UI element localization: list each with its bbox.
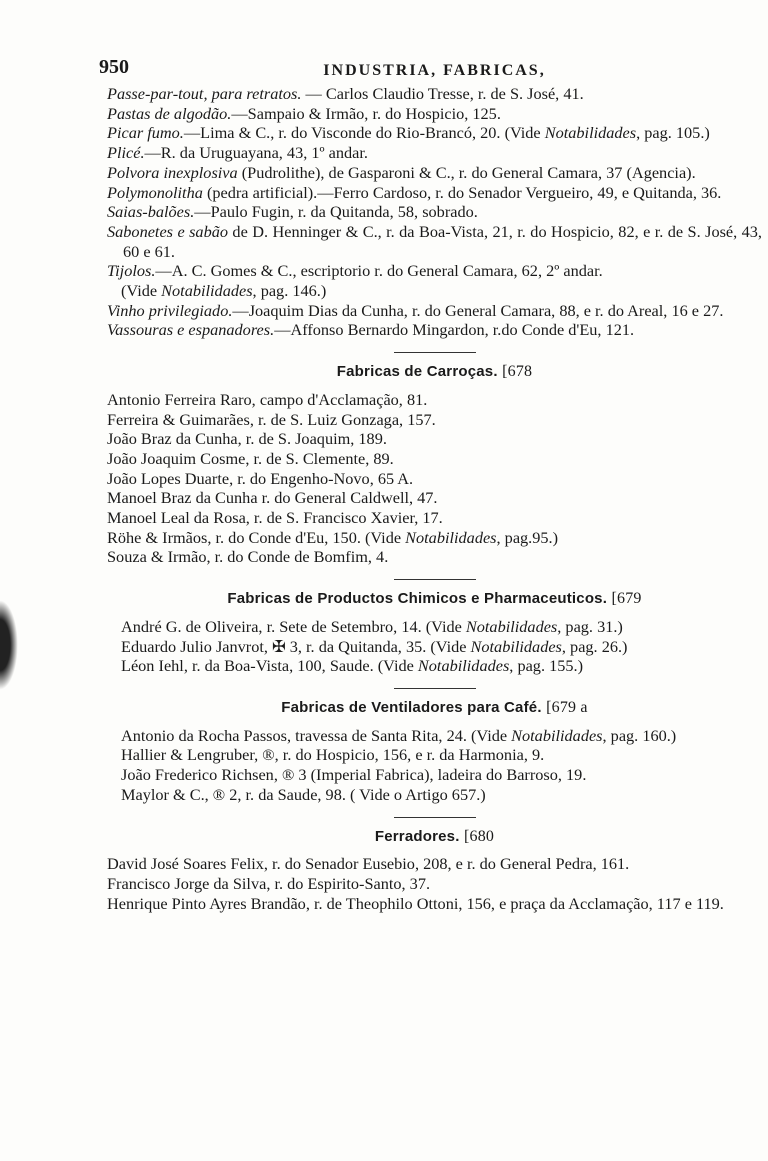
list-item (107, 183, 762, 203)
entry-text: —Lima & C., r. do Visconde do Rio-Brancó, 20. (Vide (183, 123, 545, 143)
entry-text: Manoel Leal da Rosa, r. de S. Francisco Xavier, 17. (107, 508, 443, 528)
section-heading (107, 698, 762, 718)
entry-text: —R. da Uruguayana, 43, 1º andar. (144, 143, 368, 163)
section-ref-number: [678 (502, 363, 533, 381)
entry-text: —Paulo Fugin, r. da Quitanda, 58, sobrado. (194, 202, 478, 222)
list-item (107, 143, 762, 163)
list-item (107, 449, 762, 469)
list-item (107, 163, 762, 183)
list-item (107, 874, 762, 894)
list-item (107, 637, 762, 657)
list-item (107, 508, 762, 528)
list-item (107, 410, 762, 430)
list-item (107, 488, 762, 508)
entry-text: Souza & Irmão, r. do Conde de Bomfim, 4. (107, 547, 389, 567)
page-header (99, 56, 762, 84)
list-item (107, 547, 762, 567)
list-item (107, 894, 762, 914)
italic-text: Notabilidades (470, 636, 562, 656)
entry-text: Antonio Ferreira Raro, campo d'Acclamação, 81. (107, 389, 428, 409)
list-item (107, 429, 762, 449)
list-item (107, 123, 762, 143)
list-item (107, 222, 762, 261)
list-item (107, 617, 762, 637)
entry-text: Röhe & Irmãos, r. do Conde d'Eu, 150. (Vide (107, 527, 406, 547)
italic-text: Notabilidades (465, 616, 558, 636)
section-ref-number: [680 (463, 827, 495, 845)
page-number: 950 (99, 56, 129, 78)
entry-text: João Lopes Duarte, r. do Engenho-Novo, 65 A. (107, 468, 414, 488)
italic-text: Vinho privilegiado. (107, 300, 233, 320)
section-heading (107, 362, 762, 382)
italic-text: Tijolos. (107, 261, 156, 281)
entry-text: , pag. 105.) (636, 123, 710, 143)
italic-text: Passe-par-tout, para retratos. (107, 84, 302, 103)
entry-text: Francisco Jorge da Silva, r. do Espirito-Santo, 37. (107, 873, 431, 893)
section-ref-number: [679 a (546, 698, 588, 716)
section-divider (394, 688, 476, 689)
list-item (107, 390, 762, 410)
entry-text: —Sampaio & Irmão, r. do Hospicio, 125. (231, 103, 501, 123)
section-ref-number: [679 (611, 590, 642, 608)
entry-text: , pag. 146.) (252, 281, 327, 301)
italic-text: Picar fumo. (107, 123, 184, 143)
section-divider (394, 352, 476, 353)
list-item (107, 656, 762, 676)
list-item (107, 202, 762, 222)
section (107, 579, 762, 676)
list-item (107, 726, 762, 746)
entry-text: Hallier & Lengruber, ®, r. do Hospicio, 156, e r. da Harmonia, 9. (121, 745, 545, 765)
list-item (107, 84, 762, 104)
entry-text: Henrique Pinto Ayres Brandão, r. de Theophilo Ottoni, 156, e praça da Acclamação, 117 e 119. (107, 893, 724, 913)
scan-shadow (0, 600, 18, 690)
entry-text: , pag. 26.) (561, 636, 628, 656)
entry-text: , pag.95.) (496, 527, 559, 547)
entry-text: (Pudrolithe), de Gasparoni & C., r. do General Camara, 37 (Agencia). (237, 162, 696, 182)
entry-text: Eduardo Julio Janvrot, ✠ 3, r. da Quitanda, 35. (Vide (121, 636, 471, 656)
running-title: INDUSTRIA, FABRICAS, (323, 62, 546, 79)
list-item (107, 469, 762, 489)
section-title: Fabricas de Productos Chimicos e Pharmaceuticos. (227, 590, 608, 608)
section (107, 688, 762, 805)
entry-text: , pag. 155.) (509, 656, 583, 676)
entry-text: — Carlos Claudio Tresse, r. de S. José, 41. (301, 84, 584, 103)
list-item (107, 320, 762, 340)
list-item (107, 785, 762, 805)
entry-text: (Vide (121, 281, 162, 301)
entry-text: David José Soares Felix, r. do Senador Eusebio, 208, e r. do General Pedra, 161. (107, 854, 630, 874)
entry-text: —Affonso Bernardo Mingardon, r.do Conde d'Eu, 121. (274, 320, 635, 340)
entry-text: Léon Iehl, r. da Boa-Vista, 100, Saude. (Vide (121, 656, 418, 676)
entry-text: João Braz da Cunha, r. de S. Joaquim, 189. (107, 429, 387, 449)
section-heading (107, 589, 762, 609)
entry-text: Ferreira & Guimarães, r. de S. Luiz Gonzaga, 157. (107, 409, 436, 429)
section-title: Fabricas de Carroças. (336, 363, 498, 381)
italic-text: Notabilidades (161, 281, 253, 301)
italic-text: Notabilidades (417, 656, 510, 676)
italic-text: Notabilidades (511, 725, 603, 745)
entry-text: , pag. 31.) (557, 616, 623, 636)
section (107, 817, 762, 914)
list-item (107, 261, 762, 281)
document-page (99, 56, 762, 913)
section-title: Fabricas de Ventiladores para Café. (281, 698, 542, 716)
section (107, 84, 762, 340)
italic-text: Sabonetes e sabão (107, 221, 228, 241)
section-divider (394, 817, 476, 818)
document-body (107, 84, 762, 913)
italic-text: Notabilidades (544, 123, 637, 143)
entry-text: André G. de Oliveira, r. Sete de Setembro, 14. (Vide (121, 616, 466, 636)
italic-text: Plicé. (107, 143, 145, 163)
italic-text: Saias-balões. (107, 202, 195, 222)
list-item (107, 745, 762, 765)
list-item (107, 765, 762, 785)
italic-text: Polymonolitha (107, 182, 203, 202)
italic-text: Polvora inexplosiva (107, 162, 238, 182)
list-item (107, 281, 762, 301)
entry-text: Antonio da Rocha Passos, travessa de Santa Rita, 24. (Vide (121, 725, 512, 745)
list-item (107, 104, 762, 124)
entry-text: João Joaquim Cosme, r. de S. Clemente, 89. (107, 448, 394, 468)
entry-text: de D. Henninger & C., r. da Boa-Vista, 21, r. do Hospicio, 82, e r. de S. José, 43, 60 e 61. (123, 221, 762, 261)
entry-text: (pedra artificial).—Ferro Cardoso, r. do Senador Vergueiro, 49, e Quitanda, 36. (202, 182, 722, 202)
section-divider (394, 579, 476, 580)
italic-text: Notabilidades (405, 527, 497, 547)
list-item (107, 528, 762, 548)
italic-text: Pastas de algodão. (107, 103, 232, 123)
section-title: Ferradores. (374, 827, 460, 845)
list-item (107, 854, 762, 874)
list-item (107, 301, 762, 321)
italic-text: Vassouras e espanadores. (107, 320, 275, 340)
entry-text: , pag. 160.) (602, 725, 677, 745)
entry-text: João Frederico Richsen, ® 3 (Imperial Fabrica), ladeira do Barroso, 19. (121, 765, 587, 785)
section (107, 352, 762, 567)
entry-text: Maylor & C., ® 2, r. da Saude, 98. ( Vide o Artigo 657.) (121, 784, 486, 804)
entry-text: —A. C. Gomes & C., escriptorio r. do General Camara, 62, 2º andar. (155, 261, 603, 281)
section-heading (107, 827, 762, 847)
entry-text: Manoel Braz da Cunha r. do General Caldwell, 47. (107, 488, 438, 508)
entry-text: —Joaquim Dias da Cunha, r. do General Camara, 88, e r. do Areal, 16 e 27. (232, 300, 724, 320)
